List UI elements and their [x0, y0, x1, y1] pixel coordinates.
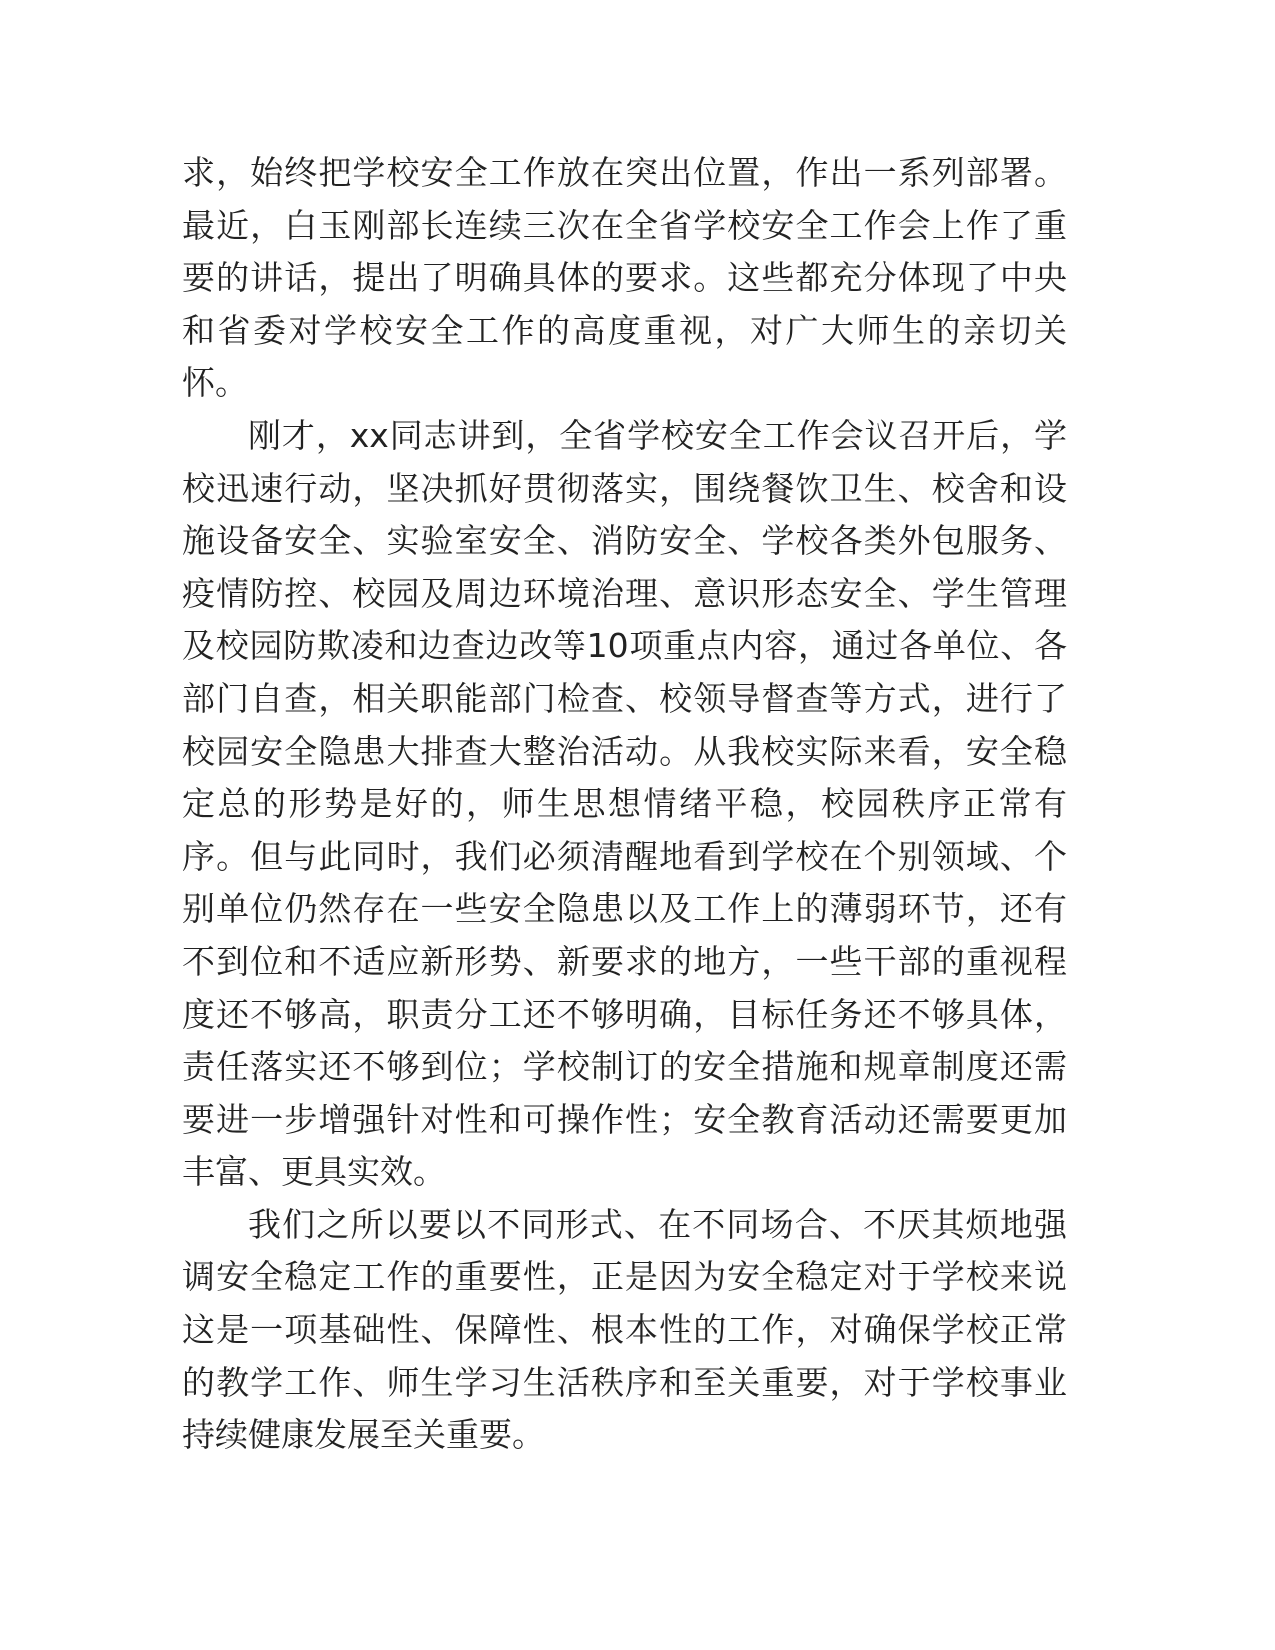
paragraph-inspection-status: 刚才，xx同志讲到，全省学校安全工作会议召开后，学校迅速行动，坚决抓好贯彻落实，围绕餐饮卫生、校舍和设施设备安全、实验室安全、消防安全、学校各类外包服务、疫情防控、校园及周边环境治理、意识形态安全、学生管理及校园防欺凌和边查边改等10项重点内容，通过各单位、各部门自查，相关职能部门检查、校领导督查等方式，进行了校园安全隐患大排查大整治活动。从我校实际来看，安全稳定总的形势是好的，师生思想情绪平稳，校园秩序正常有序。但与此同时，我们必须清醒地看到学校在个别领域、个别单位仍然存在一些安全隐患以及工作上的薄弱环节，还有不到位和不适应新形势、新要求的地方，一些干部的重视程度还不够高，职责分工还不够明确，目标任务还不够具体，责任落实还不够到位；学校制订的安全措施和规章制度还需要进一步增强针对性和可操作性；安全教育活动还需要更加丰富、更具实效。: [182, 415, 1067, 1192]
paragraph-importance-of-safety: 我们之所以要以不同形式、在不同场合、不厌其烦地强调安全稳定工作的重要性，正是因为安全稳定对于学校来说这是一项基础性、保障性、根本性的工作，对确保学校正常的教学工作、师生学习生活秩序和至关重要，对于学校事业持续健康发展至关重要。: [182, 1204, 1067, 1455]
paragraph-continuation: 求，始终把学校安全工作放在突出位置，作出一系列部署。最近，白玉刚部长连续三次在全省学校安全工作会上作了重要的讲话，提出了明确具体的要求。这些都充分体现了中央和省委对学校安全工作的高度重视，对广大师生的亲切关怀。: [182, 153, 1067, 403]
body-text: [182, 147, 1067, 1462]
